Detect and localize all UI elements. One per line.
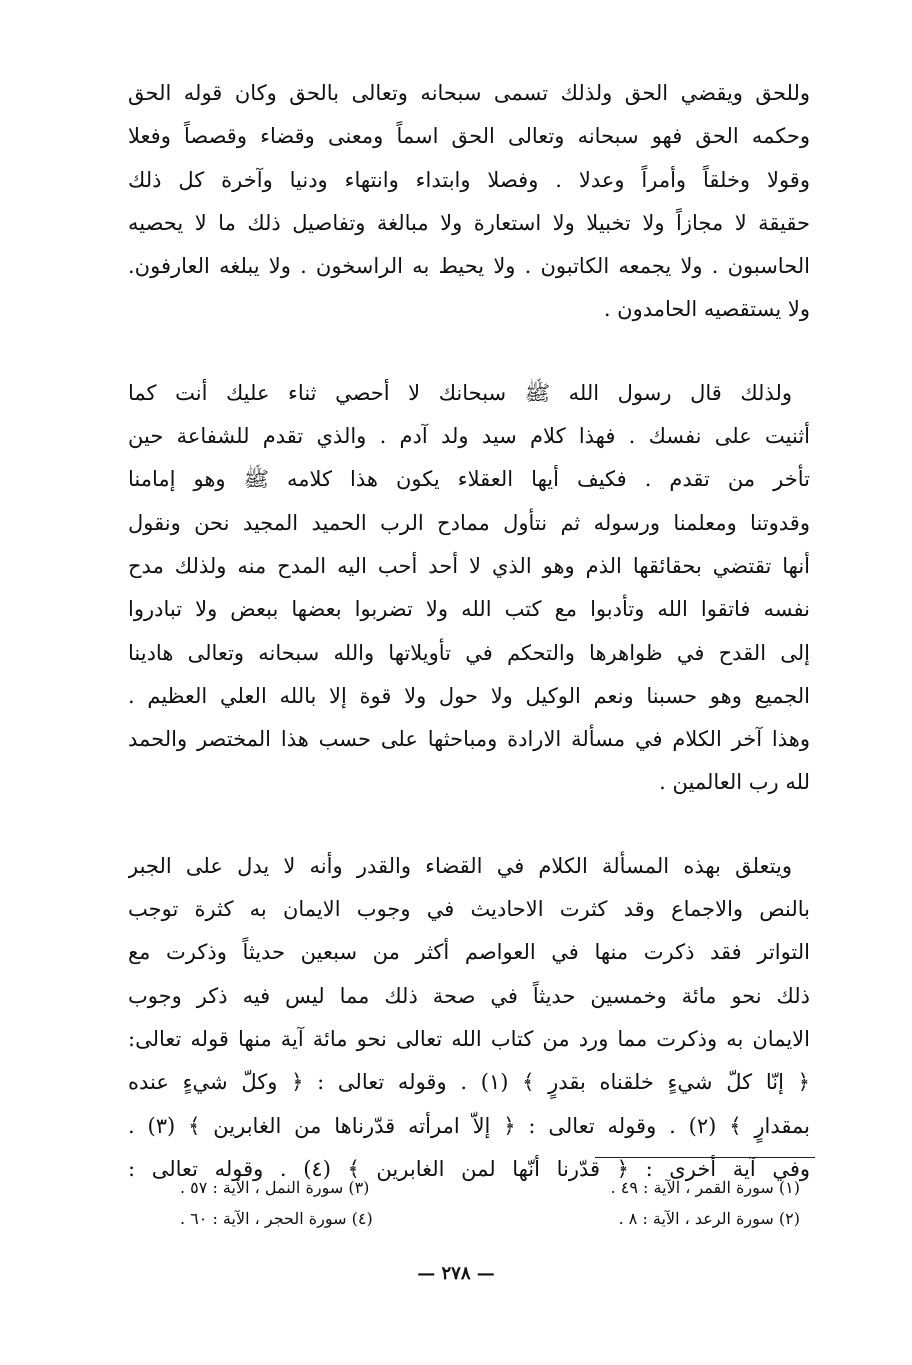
- text-line: التواتر فقد ذكرت منها في العواصم أكثر من سبعين حديثاً وذكرت مع: [128, 940, 810, 965]
- text-line: الحاسبون . ولا يجمعه الكاتبون . ولا يحيط به الراسخون . ولا يبلغه العارفون.: [128, 254, 810, 279]
- text-line: تأخر من تقدم . فكيف أيها العقلاء يكون هذا كلامه ﷺ وهو إمامنا: [128, 467, 810, 492]
- page-number: — ٢٧٨ —: [417, 1263, 495, 1284]
- text-line: بمقدارٍ ﴾ (٢) . وقوله تعالى : ﴿ إلاّ امرأته قدّرناها من الغابرين ﴾ (٣) .: [128, 1113, 810, 1138]
- text-line: لله رب العالمين .: [659, 770, 810, 795]
- footnotes: [180, 1172, 800, 1234]
- footnote-1: (١) سورة القمر ، الآية : ٤٩ .: [610, 1178, 800, 1197]
- text-line: أنها تقتضي بحقائقها الذم وهو الذي لا أحد أحب اليه المدح منه ولذلك مدح: [128, 553, 810, 578]
- text-line: ولا يستقصيه الحامدون .: [603, 297, 810, 322]
- footnote-2: (٢) سورة الرعد ، الآية : ٨ .: [618, 1209, 800, 1228]
- text-line: إلى القدح في ظواهرها والتحكم في تأويلاتها والله سبحانه وتعالى هادينا: [128, 640, 810, 665]
- paragraph-1: [128, 72, 810, 332]
- text-line: وفي آية أخرى : ﴿ قدّرنا أنّها لمن الغابرين ﴾ (٤) . وقوله تعالى :: [128, 1156, 810, 1181]
- footnote-4: (٤) سورة الحجر ، الآية : ٦٠ .: [180, 1209, 373, 1228]
- text-line: وهذا آخر الكلام في مسألة الارادة ومباحثها على حسب هذا المختصر والحمد: [128, 727, 810, 752]
- text-line: ذلك نحو مائة وخمسين حديثاً في صحة ذلك مما ليس فيه ذكر وجوب: [128, 983, 810, 1008]
- text-line: وحكمه الحق فهو سبحانه وتعالى الحق اسماً ومعنى وقضاء وقصصاً وفعلا: [128, 124, 810, 149]
- paragraph-2: [128, 372, 810, 805]
- text-line: ﴿ إنّا كلّ شيءٍ خلقناه بقدرٍ ﴾ (١) . وقوله تعالى : ﴿ وكلّ شيءٍ عنده: [128, 1070, 810, 1095]
- text-line: بالنص والاجماع وقد كثرت الاحاديث في وجوب الايمان به كثرة توجب: [128, 897, 810, 922]
- paragraph-3: [128, 845, 810, 1191]
- text-line: الايمان به وذكرت مما ورد من كتاب الله تعالى نحو مائة آية منها قوله تعالى:: [128, 1026, 810, 1051]
- footnote-3: (٣) سورة النمل ، الآية : ٥٧ .: [180, 1178, 370, 1197]
- footnote-row: [180, 1203, 800, 1234]
- text-line: الجميع وهو حسبنا ونعم الوكيل ولا حول ولا قوة إلا بالله العلي العظيم .: [128, 683, 810, 708]
- text-line: أثنيت على نفسك . فهذا كلام سيد ولد آدم . والذي تقدم للشفاعة حين: [128, 424, 810, 449]
- page-body: [128, 72, 810, 1191]
- text-line: ويتعلق بهذه المسألة الكلام في القضاء والقدر وأنه لا يدل على الجبر: [128, 853, 792, 878]
- text-line: نفسه فاتقوا الله وتأدبوا مع كتب الله ولا تضربوا بعضها ببعض ولا تبادروا: [128, 597, 810, 622]
- text-line: وقولا وخلقاً وأمراً وعدلا . وفصلا وابتداء وانتهاء ودنيا وآخرة كل ذلك: [128, 167, 810, 192]
- text-line: ولذلك قال رسول الله ﷺ سبحانك لا أحصي ثناء عليك أنت كما: [128, 380, 792, 405]
- footnote-divider: [595, 1157, 815, 1158]
- text-line: وللحق ويقضي الحق ولذلك تسمى سبحانه وتعالى بالحق وكان قوله الحق: [128, 81, 810, 105]
- text-line: وقدوتنا ومعلمنا ورسوله ثم نتأول ممادح الرب الحميد المجيد نحن ونقول: [128, 510, 810, 535]
- footnote-row: [180, 1172, 800, 1203]
- text-line: حقيقة لا مجازاً ولا تخبيلا ولا استعارة ولا مبالغة وتفاصيل ذلك ما لا يحصيه: [128, 210, 810, 235]
